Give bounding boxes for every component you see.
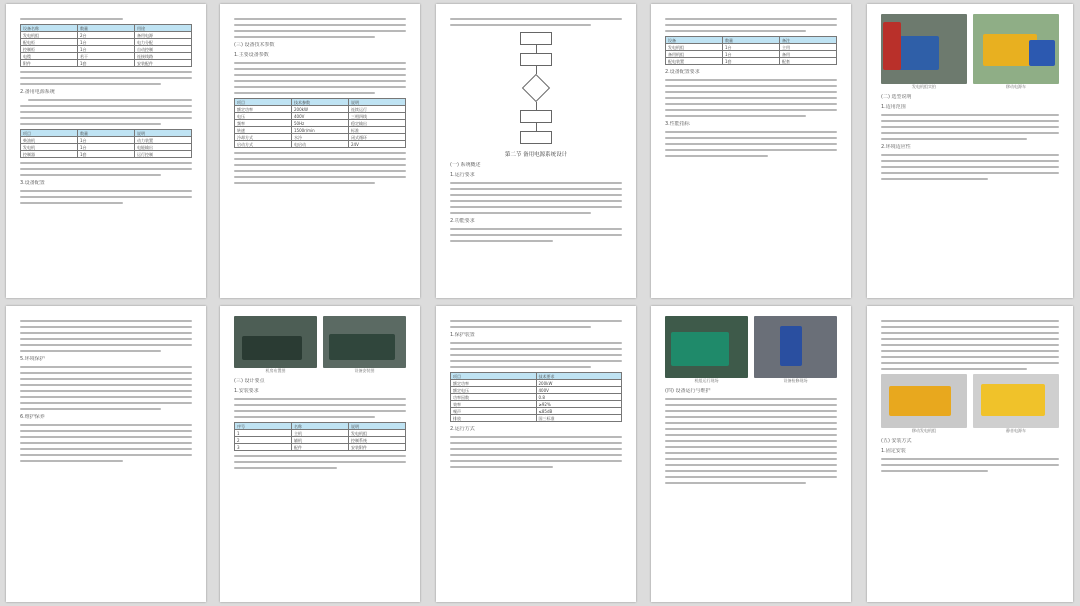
document-page-10	[867, 306, 1073, 602]
text-line	[450, 360, 622, 362]
table-cell: 1	[235, 430, 292, 437]
text-line	[234, 404, 406, 406]
text-line	[20, 424, 192, 426]
section-heading: 2.环境适应性	[881, 144, 911, 150]
text-line	[665, 115, 806, 117]
photo-caption: 设备安装图	[354, 368, 375, 373]
text-line	[881, 166, 1059, 168]
table-header: 备注	[780, 37, 837, 44]
text-line	[20, 372, 192, 374]
text-line	[665, 91, 837, 93]
table-cell: 启动方式	[235, 141, 292, 148]
section-heading: 3.设备配置	[20, 180, 45, 186]
table-cell: 50Hz	[292, 120, 349, 127]
text-line	[881, 172, 1059, 174]
chapter-heading: 第二节 备用电源系统设计	[504, 152, 568, 158]
text-line	[450, 188, 622, 190]
generator-photo	[881, 14, 967, 84]
section-heading: 2.功能要求	[450, 218, 475, 224]
text-line	[450, 18, 622, 20]
table-cell: 24V	[349, 141, 406, 148]
table-header: 技术要求	[536, 373, 622, 380]
table-cell: 转速	[235, 127, 292, 134]
table-cell: 电能输出	[135, 144, 192, 151]
text-line	[881, 126, 1059, 128]
text-line	[20, 454, 192, 456]
text-line	[234, 92, 375, 94]
text-line	[665, 18, 837, 20]
table-cell: 冷却方式	[235, 134, 292, 141]
table-cell: 400V	[536, 387, 622, 394]
table-cell: 附件	[21, 60, 78, 67]
table-cell: 电启动	[292, 141, 349, 148]
text-line	[665, 452, 837, 454]
photo-caption: 静音电源车	[1006, 428, 1026, 433]
text-line	[234, 455, 406, 457]
table-cell: 配件	[292, 444, 349, 451]
table-cell: 控制柜	[21, 46, 78, 53]
silent-generator-photo	[973, 374, 1059, 428]
table-cell: 额定电压	[451, 387, 537, 394]
document-page-2	[220, 4, 420, 298]
text-line	[234, 152, 406, 154]
text-line	[665, 416, 837, 418]
table-cell: 国三标准	[536, 415, 622, 422]
text-line	[665, 434, 837, 436]
table-cell: 配电装置	[666, 58, 723, 65]
table-cell: 配套	[780, 58, 837, 65]
text-line	[20, 338, 192, 340]
text-line	[20, 105, 192, 107]
text-line	[881, 338, 1059, 340]
table-cell: 连续运行	[349, 106, 406, 113]
text-line	[881, 458, 1059, 460]
text-line	[20, 196, 192, 198]
flowchart-decision	[522, 74, 550, 102]
text-line	[881, 114, 1059, 116]
generator-photo	[973, 14, 1059, 84]
table-cell: 3	[235, 444, 292, 451]
table-cell: 安装附件	[349, 444, 406, 451]
table-header: 序号	[235, 423, 292, 430]
text-line	[665, 85, 837, 87]
text-line	[234, 24, 406, 26]
text-line	[665, 143, 837, 145]
table-cell: 电力分配	[135, 39, 192, 46]
table-cell: 200kW	[536, 380, 622, 387]
text-line	[20, 123, 161, 125]
section-heading: (二) 选型说明	[881, 94, 912, 100]
document-page-7	[220, 306, 420, 602]
text-line	[20, 71, 192, 73]
text-line	[20, 378, 192, 380]
text-line	[881, 350, 1059, 352]
text-line	[20, 402, 192, 404]
table-cell: ≤85dB	[536, 408, 622, 415]
table-header: 技术参数	[292, 99, 349, 106]
section-heading: 3.性能指标	[665, 121, 690, 127]
table-cell: 发电机组	[666, 44, 723, 51]
text-line	[665, 24, 837, 26]
text-line	[20, 111, 192, 113]
table-header: 说明	[135, 130, 192, 137]
table-cell: 标准	[349, 127, 406, 134]
table-cell: 自动控制	[135, 46, 192, 53]
text-line	[20, 344, 192, 346]
table-cell: 备用机组	[666, 51, 723, 58]
text-line	[450, 442, 622, 444]
table-header: 项目	[235, 99, 292, 106]
machine-room-photo	[234, 316, 317, 368]
mobile-generator-photo	[881, 374, 967, 428]
text-line	[450, 366, 591, 368]
text-line	[20, 326, 192, 328]
table-cell: 1台	[723, 51, 780, 58]
table-header: 说明	[349, 99, 406, 106]
text-line	[234, 398, 406, 400]
text-line	[665, 149, 837, 151]
table-cell: 连接线路	[135, 53, 192, 60]
text-line	[665, 410, 837, 412]
text-line	[665, 458, 837, 460]
table-cell: 发电机组	[349, 430, 406, 437]
spec-table	[450, 372, 622, 422]
photo-caption: 机组运行现场	[694, 378, 719, 383]
table-cell: 辅机	[292, 437, 349, 444]
table-cell: 发电机	[21, 144, 78, 151]
text-line	[881, 178, 988, 180]
section-heading: (三) 设备技术参数	[234, 42, 275, 48]
text-line	[234, 18, 406, 20]
text-line	[665, 79, 837, 81]
text-line	[665, 464, 837, 466]
text-line	[234, 416, 375, 418]
text-line	[881, 320, 1059, 322]
section-heading: 1.安装要求	[234, 388, 259, 394]
text-line	[665, 440, 837, 442]
text-line	[450, 460, 622, 462]
table-cell: 200kW	[292, 106, 349, 113]
table-cell: 若干	[78, 53, 135, 60]
text-line	[450, 182, 622, 184]
table-cell: 1台	[78, 46, 135, 53]
component-table	[20, 129, 192, 158]
installation-photo	[323, 316, 406, 368]
text-line	[20, 436, 192, 438]
text-line	[234, 164, 406, 166]
table-cell: 柴油机	[21, 137, 78, 144]
table-cell: 电压	[235, 113, 292, 120]
text-line	[881, 160, 1059, 162]
text-line	[450, 448, 622, 450]
table-cell: 备用	[780, 51, 837, 58]
text-line	[450, 212, 591, 214]
text-line	[881, 120, 1059, 122]
photo-caption: 设备检修现场	[783, 378, 808, 383]
text-line	[20, 408, 161, 410]
table-cell: 400V	[292, 113, 349, 120]
text-line	[450, 326, 591, 328]
text-line	[450, 320, 622, 322]
table-cell: ≥92%	[536, 401, 622, 408]
text-line	[881, 132, 1059, 134]
text-line	[665, 109, 837, 111]
flowchart-box-start	[520, 32, 552, 45]
text-line	[20, 448, 192, 450]
section-heading: 2.设备配置要求	[665, 69, 700, 75]
photo-caption: 机房布置图	[265, 368, 286, 373]
text-line	[28, 99, 192, 101]
text-line	[20, 18, 123, 20]
table-header: 名称	[292, 423, 349, 430]
text-line	[450, 354, 622, 356]
photo-caption: 移动发电机组	[912, 428, 936, 433]
text-line	[234, 80, 406, 82]
section-heading: 1.主要设备参数	[234, 52, 269, 58]
table-cell: 2台	[78, 32, 135, 39]
document-page-8	[436, 306, 636, 602]
table-cell: 备用电源	[135, 32, 192, 39]
text-line	[665, 103, 837, 105]
text-line	[234, 182, 375, 184]
text-line	[881, 326, 1059, 328]
running-photo	[665, 316, 748, 378]
text-line	[665, 446, 837, 448]
section-heading: 1.固定安装	[881, 448, 906, 454]
text-line	[20, 396, 192, 398]
text-line	[450, 348, 622, 350]
text-line	[234, 170, 406, 172]
text-line	[665, 404, 837, 406]
text-line	[20, 162, 192, 164]
design-table	[234, 422, 406, 451]
text-line	[450, 466, 553, 468]
document-page-4	[651, 4, 851, 298]
table-cell: 频率	[235, 120, 292, 127]
text-line	[665, 137, 837, 139]
table-cell: 效率	[451, 401, 537, 408]
document-page-3	[436, 4, 636, 298]
table-cell: 0.8	[536, 394, 622, 401]
section-heading: 1.运行要求	[450, 172, 475, 178]
table-cell: 2	[235, 437, 292, 444]
text-line	[450, 240, 553, 242]
text-line	[234, 36, 375, 38]
table-cell: 额定功率	[451, 380, 537, 387]
table-cell: 1台	[78, 39, 135, 46]
flowchart-box	[520, 53, 552, 66]
table-cell: 电缆	[21, 53, 78, 60]
table-cell: 1台	[78, 144, 135, 151]
text-line	[20, 442, 192, 444]
table-cell: 水冷	[292, 134, 349, 141]
table-cell: 闭式循环	[349, 134, 406, 141]
text-line	[665, 482, 806, 484]
text-line	[881, 154, 1059, 156]
text-line	[234, 461, 406, 463]
table-header: 设备名称	[21, 25, 78, 32]
table-cell: 1套	[78, 60, 135, 67]
text-line	[881, 368, 1027, 370]
text-line	[234, 410, 406, 412]
document-page-6	[6, 306, 206, 602]
text-line	[450, 200, 622, 202]
table-cell: 运行控制	[135, 151, 192, 158]
text-line	[881, 356, 1059, 358]
table-header: 项目	[451, 373, 537, 380]
text-line	[234, 86, 406, 88]
section-heading: 2.运行方式	[450, 426, 475, 432]
table-cell: 三相四线	[349, 113, 406, 120]
table-header: 项目	[21, 130, 78, 137]
equipment-table	[20, 24, 192, 67]
section-heading: 1.适用范围	[881, 104, 906, 110]
document-page-9	[651, 306, 851, 602]
text-line	[234, 158, 406, 160]
section-heading: (一) 系统概述	[450, 162, 481, 168]
table-cell: 发电机组	[21, 32, 78, 39]
table-cell: 主机	[292, 430, 349, 437]
flowchart-box-end	[520, 131, 552, 144]
text-line	[881, 138, 1027, 140]
table-header: 数量	[723, 37, 780, 44]
text-line	[665, 131, 837, 133]
text-line	[450, 234, 622, 236]
flowchart	[450, 32, 622, 144]
photo-caption: 发电机组实拍	[912, 84, 936, 89]
text-line	[20, 390, 192, 392]
section-heading: 6.维护保养	[20, 414, 45, 420]
text-line	[20, 384, 192, 386]
text-line	[234, 30, 406, 32]
table-cell: 排放	[451, 415, 537, 422]
section-heading: 1.保护装置	[450, 332, 475, 338]
text-line	[665, 428, 837, 430]
table-cell: 动力装置	[135, 137, 192, 144]
text-line	[665, 422, 837, 424]
text-line	[20, 320, 192, 322]
section-heading: (五) 安装方式	[881, 438, 912, 444]
table-cell: 稳定输出	[349, 120, 406, 127]
text-line	[450, 342, 622, 344]
text-line	[20, 174, 161, 176]
maintenance-photo	[754, 316, 837, 378]
table-cell: 控制器	[21, 151, 78, 158]
text-line	[234, 467, 337, 469]
text-line	[20, 77, 192, 79]
section-heading: (四) 设备运行与维护	[665, 388, 711, 394]
document-page-5	[867, 4, 1073, 298]
text-line	[665, 470, 837, 472]
table-cell: 功率因数	[451, 394, 537, 401]
text-line	[450, 24, 591, 26]
text-line	[881, 344, 1059, 346]
table-cell: 1套	[723, 58, 780, 65]
text-line	[20, 366, 192, 368]
text-line	[20, 350, 161, 352]
document-page-1	[6, 4, 206, 298]
text-line	[450, 206, 622, 208]
text-line	[20, 83, 161, 85]
text-line	[665, 97, 837, 99]
table-cell: 额定功率	[235, 106, 292, 113]
text-line	[234, 68, 406, 70]
text-line	[20, 190, 192, 192]
section-heading: (三) 设计要点	[234, 378, 265, 384]
text-line	[881, 470, 988, 472]
text-line	[881, 332, 1059, 334]
parameter-table	[234, 98, 406, 148]
text-line	[450, 228, 622, 230]
table-header: 用途	[135, 25, 192, 32]
table-cell: 1台	[78, 137, 135, 144]
text-line	[20, 168, 192, 170]
configuration-table	[665, 36, 837, 65]
flowchart-box	[520, 110, 552, 123]
text-line	[450, 454, 622, 456]
text-line	[450, 194, 622, 196]
text-line	[20, 430, 192, 432]
text-line	[881, 362, 1059, 364]
table-header: 数量	[78, 130, 135, 137]
text-line	[881, 464, 1059, 466]
table-cell: 安装配件	[135, 60, 192, 67]
text-line	[234, 176, 406, 178]
text-line	[234, 74, 406, 76]
table-cell: 控制系统	[349, 437, 406, 444]
text-line	[20, 332, 192, 334]
text-line	[665, 155, 768, 157]
section-heading: 5.环境保护	[20, 356, 45, 362]
section-heading: 2.备用电源系统	[20, 89, 55, 95]
text-line	[450, 436, 622, 438]
table-header: 数量	[78, 25, 135, 32]
text-line	[20, 202, 123, 204]
text-line	[665, 30, 806, 32]
photo-caption: 移动电源车	[1006, 84, 1026, 89]
table-cell: 1500r/min	[292, 127, 349, 134]
text-line	[20, 460, 123, 462]
table-cell: 噪声	[451, 408, 537, 415]
text-line	[20, 117, 192, 119]
table-cell: 1套	[78, 151, 135, 158]
table-cell: 配电柜	[21, 39, 78, 46]
table-cell: 1台	[723, 44, 780, 51]
text-line	[234, 62, 406, 64]
table-cell: 主用	[780, 44, 837, 51]
text-line	[665, 476, 837, 478]
table-header: 说明	[349, 423, 406, 430]
table-header: 设备	[666, 37, 723, 44]
text-line	[665, 398, 837, 400]
